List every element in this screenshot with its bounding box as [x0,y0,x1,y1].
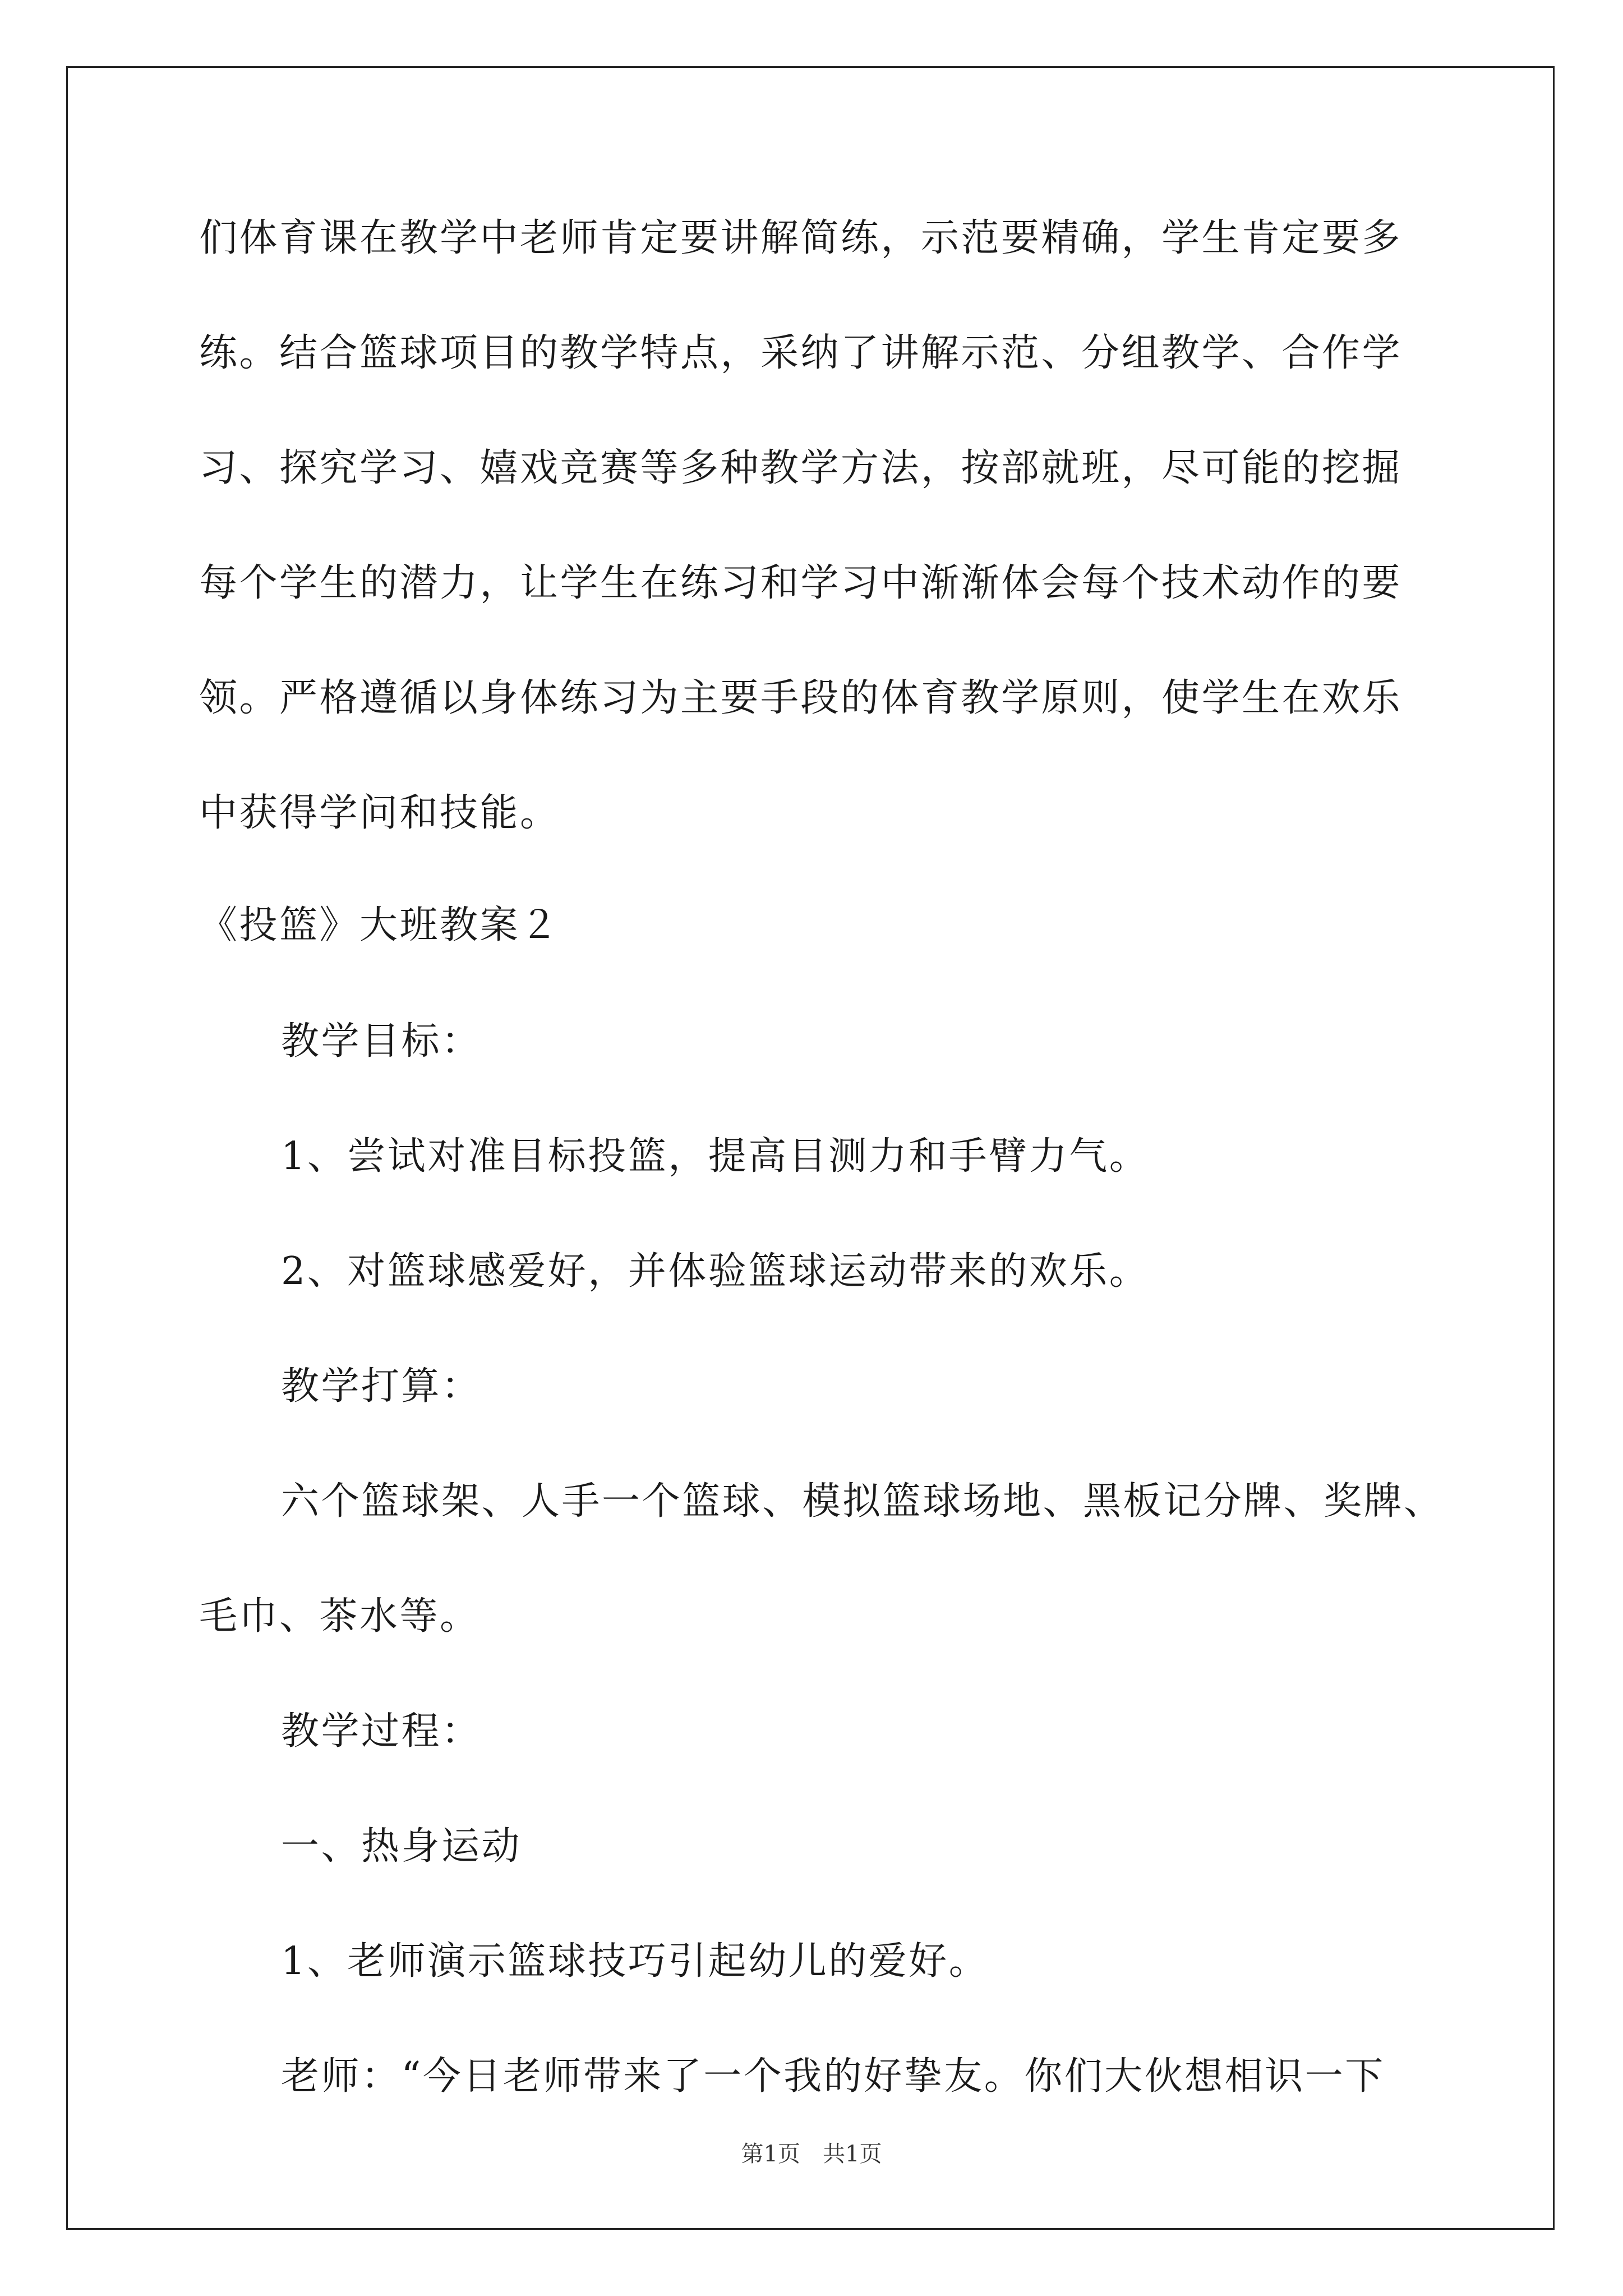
paragraph-line: 毛巾、茶水等。 [199,1594,480,1639]
subheading-process: 教学过程： [281,1709,482,1754]
step-item: 1、老师演示篮球技巧引起幼儿的爱好。 [281,1939,989,1984]
subheading-objectives: 教学目标： [281,1019,482,1064]
step-heading: 一、热身运动 [281,1824,522,1869]
paragraph-line: 六个篮球架、人手一个篮球、模拟篮球场地、黑板记分牌、奖牌、 [281,1479,1444,1524]
paragraph-line: 们体育课在教学中老师肯定要讲解简练，示范要精确，学生肯定要多 [199,216,1403,260]
paragraph-line: 领。严格遵循以身体练习为主要手段的体育教学原则，使学生在欢乐 [199,676,1403,720]
paragraph-line: 每个学生的潜力，让学生在练习和学习中渐渐体会每个技术动作的要 [199,561,1403,605]
paragraph-line: 习、探究学习、嬉戏竞赛等多种教学方法，按部就班，尽可能的挖掘 [199,446,1403,490]
paragraph-line: 练。结合篮球项目的教学特点，采纳了讲解示范、分组教学、合作学 [199,331,1403,375]
objective-item: 1、尝试对准目标投篮，提高目测力和手臂力气。 [281,1134,1150,1179]
subheading-preparation: 教学打算： [281,1364,482,1409]
page-number-footer: 第1页 共1页 [741,2141,882,2167]
paragraph-line: 老师：“今日老师带来了一个我的好挚友。你们大伙想相识一下 [281,2054,1385,2099]
section-heading: 《投篮》大班教案２ [199,903,560,947]
objective-item: 2、对篮球感爱好，并体验篮球运动带来的欢乐。 [281,1249,1150,1294]
paragraph-line: 中获得学问和技能。 [199,791,560,835]
